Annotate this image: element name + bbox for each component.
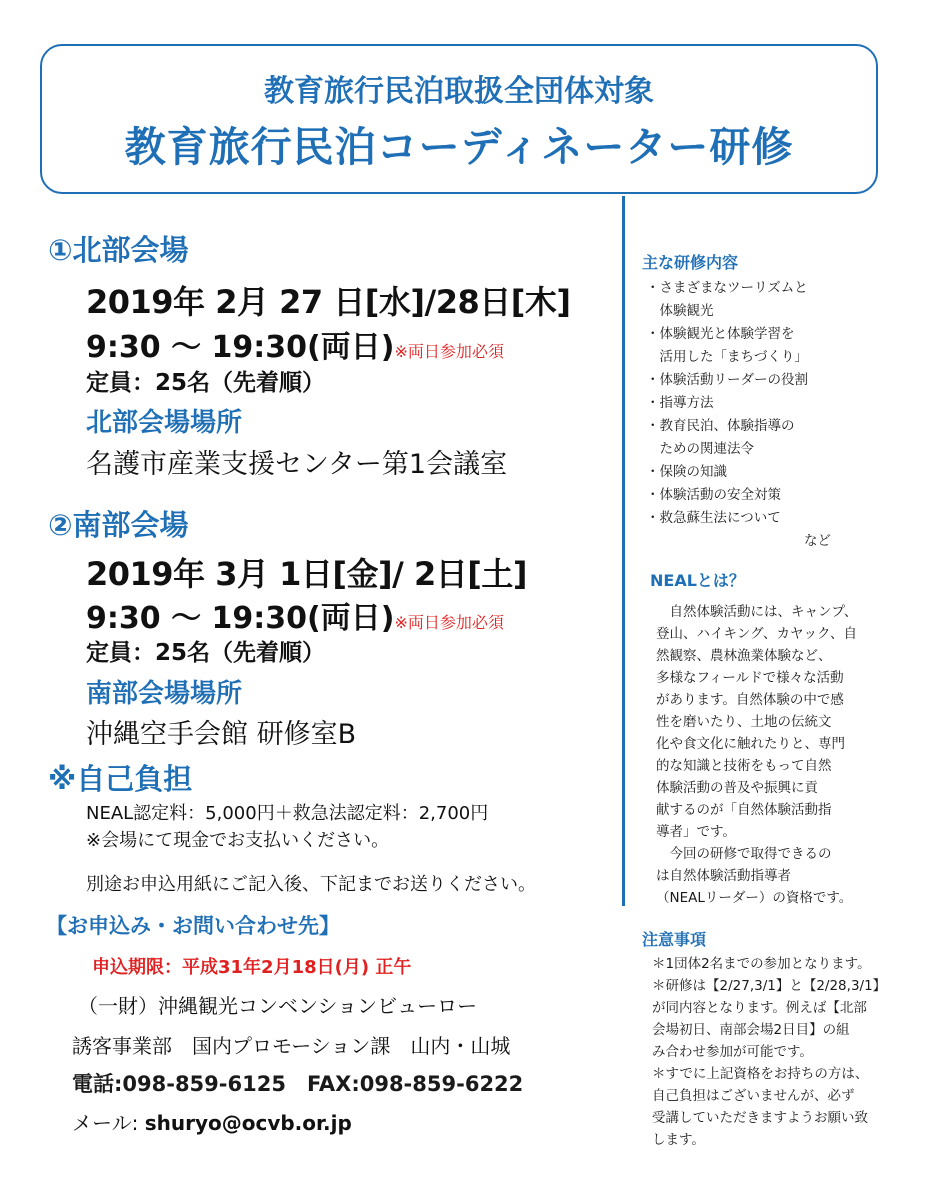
note-line: します。 [652,1132,705,1148]
note-line: ＊研修は【2/27,3/1】と【2/28,3/1】 [652,978,887,994]
note-line: ＊すでに上記資格をお持ちの方は、 [652,1066,869,1082]
list-item: ・指導方法 [646,395,714,411]
south-time-row [86,593,504,637]
south-venue-heading: ②南部会場 [48,508,189,542]
south-capacity: 定員：25名（先着順） [86,640,326,666]
content-etc: など [804,533,831,549]
north-capacity: 定員：25名（先着順） [86,370,326,396]
north-venue-place-heading: 北部会場場所 [86,408,243,438]
list-item: ・保険の知識 [646,464,727,480]
deadline: 申込期限：平成31年2月18日(月) 正午 [92,957,412,978]
neal-line: 今回の研修で取得できるの [656,846,832,862]
north-time-row [86,322,504,366]
notes-body [652,953,886,1151]
neal-line: 献するのが「自然体験活動指 [656,802,832,818]
neal-line: 導者」です。 [656,824,736,840]
south-venue-name: 沖縄空手会館 研修室B [86,719,357,750]
list-item: ・さまざまなツーリズムと [646,280,808,296]
column-divider [622,196,625,906]
neal-line: （NEALリーダー）の資格です。 [656,890,853,906]
list-item: ための関連法令 [646,441,754,457]
south-time: 9:30 ～ 19:30(両日) [86,601,395,636]
list-item: 活用した「まちづくり」 [646,349,808,365]
email-label: メール: [72,1111,145,1135]
neal-line: 登山、ハイキング、カヤック、自 [656,626,858,642]
neal-line: 性を磨いたり、土地の伝統文 [656,714,832,730]
north-date: 2019年 2月 27 日[水]/28日[木] [86,283,571,321]
south-venue-place-heading: 南部会場場所 [86,679,243,709]
neal-description [656,601,857,909]
title-box [40,44,878,194]
apply-note: 別途お申込用紙にご記入後、下記までお送りください。 [86,874,536,895]
organization: （一財）沖縄観光コンベンションビューロー [78,994,478,1018]
neal-heading: NEALとは？ [650,571,745,590]
phone-fax: 電話:098-859-6125 FAX:098-859-6222 [72,1072,524,1096]
department: 誘客事業部 国内プロモーション課 山内・山城 [72,1034,511,1058]
title-subheading: 教育旅行民泊取扱全団体対象 [264,74,654,109]
north-venue-name: 名護市産業支援センター第1会議室 [86,449,508,480]
south-date: 2019年 3月 1日[金]/ 2日[土] [86,555,527,593]
list-item: ・体験活動の安全対策 [646,487,781,503]
cost-heading: ※自己負担 [48,762,193,796]
note-line: み合わせ参加が可能です。 [652,1044,813,1060]
north-required-note: ※両日参加必須 [394,342,504,361]
note-line: 自己負担はございませんが、必ず [652,1088,855,1104]
list-item: ・体験観光と体験学習を [646,326,795,342]
note-line: 受講していただきますようお願い致 [652,1110,868,1126]
training-content-list [646,277,906,530]
list-item: ・体験活動リーダーの役割 [646,372,808,388]
neal-line: 化や食文化に触れたりと、専門 [656,736,845,752]
fee-line: NEAL認定料：5,000円＋救急法認定料：2,700円 [86,803,489,824]
payment-note: ※会場にて現金でお支払いください。 [86,830,390,851]
neal-line: 自然体験活動には、キャンプ、 [656,604,858,620]
note-line: 会場初日、南部会場2日目】の組 [652,1022,850,1038]
notes-heading: 注意事項 [642,930,707,949]
neal-line: があります。自然体験の中で感 [656,692,844,708]
page-title: 教育旅行民泊コーディネーター研修 [124,123,794,171]
neal-line: 多様なフィールドで様々な活動 [656,670,844,686]
training-content-heading: 主な研修内容 [642,253,739,272]
neal-line: 然観察、農林漁業体験など、 [656,648,832,664]
email-link[interactable]: shuryo@ocvb.or.jp [144,1111,352,1135]
contact-heading: 【お申込み・お問い合わせ先】 [46,914,340,938]
neal-line: は自然体験活動指導者 [656,868,791,884]
email-row [72,1107,352,1136]
list-item: ・教育民泊、体験指導の [646,418,795,434]
north-venue-heading: ①北部会場 [48,233,189,267]
north-time: 9:30 ～ 19:30(両日) [86,330,395,365]
neal-line: 的な知識と技術をもって自然 [656,758,832,774]
list-item: ・救急蘇生法について [646,510,781,526]
list-item: 体験観光 [646,303,714,319]
south-required-note: ※両日参加必須 [394,613,504,632]
neal-line: 体験活動の普及や振興に貢 [656,780,818,796]
note-line: が同内容となります。例えば【北部 [652,1000,867,1016]
note-line: ＊1団体2名までの参加となります。 [652,956,871,972]
